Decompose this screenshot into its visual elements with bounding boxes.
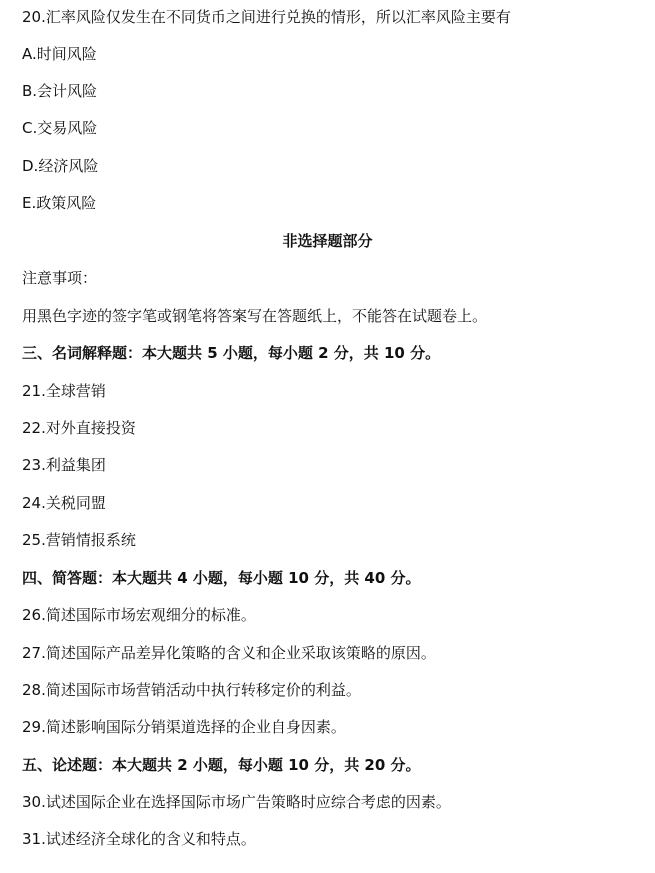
section-3-heading: 三、名词解释题：本大题共 5 小题，每小题 2 分，共 10 分。 — [22, 344, 441, 362]
question-29: 29.简述影响国际分销渠道选择的企业自身因素。 — [22, 718, 346, 736]
question-20-stem: 20.汇率风险仅发生在不同货币之间进行兑换的情形，所以汇率风险主要有 — [22, 8, 511, 26]
option-e: E.政策风险 — [22, 194, 97, 212]
question-23: 23.利益集团 — [22, 456, 106, 474]
part-title: 非选择题部分 — [282, 232, 373, 250]
question-22: 22.对外直接投资 — [22, 419, 136, 437]
question-31: 31.试述经济全球化的含义和特点。 — [22, 830, 256, 848]
option-d: D.经济风险 — [22, 157, 99, 175]
option-c: C.交易风险 — [22, 119, 98, 137]
notice-label: 注意事项： — [22, 269, 98, 287]
notice-text: 用黑色字迹的签字笔或钢笔将答案写在答题纸上，不能答在试题卷上。 — [22, 307, 488, 325]
option-b: B.会计风险 — [22, 82, 98, 100]
question-28: 28.简述国际市场营销活动中执行转移定价的利益。 — [22, 681, 361, 699]
question-30: 30.试述国际企业在选择国际市场广告策略时应综合考虑的因素。 — [22, 793, 451, 811]
question-26: 26.简述国际市场宏观细分的标准。 — [22, 606, 256, 624]
question-24: 24.关税同盟 — [22, 494, 106, 512]
question-21: 21.全球营销 — [22, 382, 106, 400]
section-5-heading: 五、论述题：本大题共 2 小题，每小题 10 分，共 20 分。 — [22, 756, 421, 774]
section-4-heading: 四、简答题：本大题共 4 小题，每小题 10 分，共 40 分。 — [22, 569, 421, 587]
question-25: 25.营销情报系统 — [22, 531, 136, 549]
option-a: A.时间风险 — [22, 45, 97, 63]
question-27: 27.简述国际产品差异化策略的含义和企业采取该策略的原因。 — [22, 644, 436, 662]
